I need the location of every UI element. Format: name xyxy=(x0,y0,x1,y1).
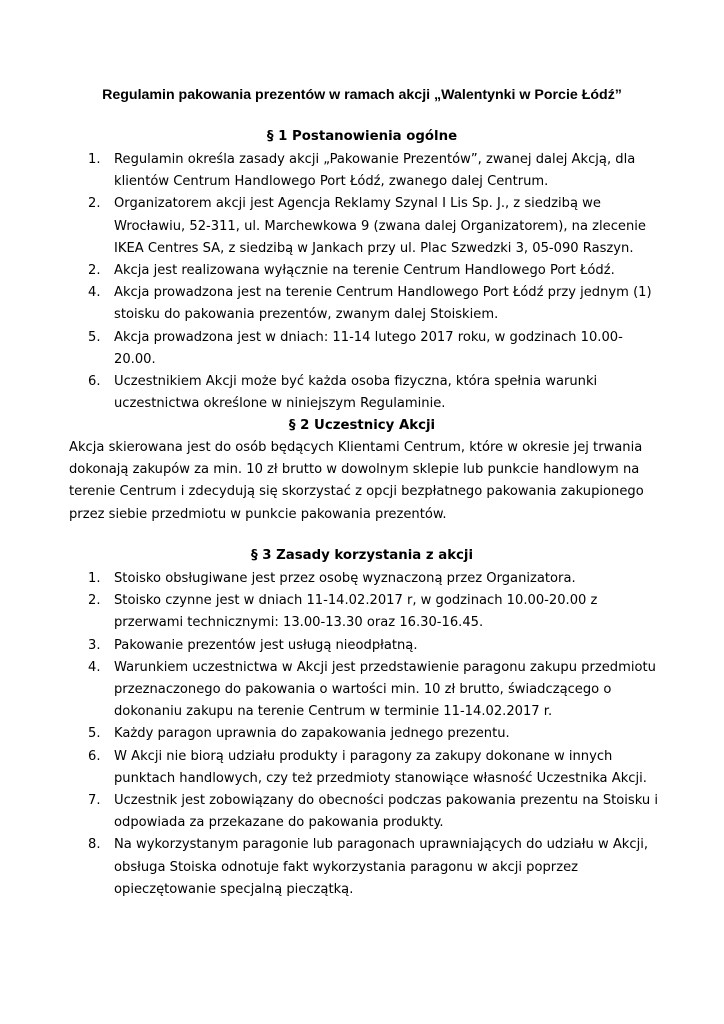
list-item xyxy=(0,149,659,193)
list-item xyxy=(0,746,659,790)
list-item xyxy=(0,657,659,724)
section-1-list xyxy=(0,149,724,415)
item-text: W Akcji nie biorą udziału produkty i paragony za zakupy dokonane w innych punktach handlowych, czy też przedmioty stanowiące własność Uczestnika Akcji. xyxy=(114,748,647,786)
item-text: Warunkiem uczestnictwa w Akcji jest przedstawienie paragonu zakupu przedmiotu przeznaczonego do pakowania o wartości min. 10 zł brutto, świadczącego o dokonaniu zakupu na terenie Centrum w terminie 11-14.02.2017 r. xyxy=(114,659,656,720)
item-number: 7. xyxy=(88,793,101,809)
list-item xyxy=(0,834,659,901)
item-text: Pakowanie prezentów jest usługą nieodpłatną. xyxy=(114,637,418,653)
item-number: 5. xyxy=(88,329,101,345)
list-item xyxy=(0,371,659,415)
list-item xyxy=(0,635,659,657)
item-number: 6. xyxy=(88,748,101,764)
list-item xyxy=(0,568,659,590)
document-title: Regulamin pakowania prezentów w ramach akcji „Walentynki w Porcie Łódź” xyxy=(102,87,622,103)
item-text: Stoisko obsługiwane jest przez osobę wyznaczoną przez Organizatora. xyxy=(114,571,576,586)
item-number: 4. xyxy=(88,285,101,301)
item-text: Każdy paragon uprawnia do zapakowania jednego prezentu. xyxy=(114,726,510,742)
item-text: Uczestnik jest zobowiązany do obecności podczas pakowania prezentu na Stoisku i odpowiada za przekazane do pakowania produkty. xyxy=(114,793,659,831)
section-3-list xyxy=(0,568,724,901)
item-text: Akcja prowadzona jest w dniach: 11-14 lutego 2017 roku, w godzinach 10.00-20.00. xyxy=(114,329,623,367)
item-number: 5. xyxy=(88,726,101,742)
item-text: Organizatorem akcji jest Agencja Reklamy Szynal I Lis Sp. J., z siedzibą we Wrocławiu, 52-311, ul. Marchewkowa 9 (zwana dalej Organizatorem), na zlecenie IKEA Centres SA, z siedzibą w Jankach przy ul. Plac Szwedzki 3, 05-090 Raszyn. xyxy=(114,196,646,256)
list-item xyxy=(0,590,659,634)
list-item xyxy=(0,260,659,282)
item-text: Na wykorzystanym paragonie lub paragonach uprawniających do udziału w Akcji, obsługa Stoiska odnotuje fakt wykorzystania paragonu w akcji poprzez opieczętowanie specjalną pieczątką. xyxy=(114,837,649,897)
item-number: 2. xyxy=(88,263,101,279)
section-3-heading: § 3 Zasady korzystania z akcji xyxy=(250,548,474,563)
item-text: Akcja jest realizowana wyłącznie na terenie Centrum Handlowego Port Łódź. xyxy=(114,263,615,279)
item-number: 4. xyxy=(88,659,101,675)
item-number: 2. xyxy=(88,196,101,212)
item-text: Akcja prowadzona jest na terenie Centrum Handlowego Port Łódź przy jednym (1) stoisku do pakowania prezentów, zwanym dalej Stoiskiem. xyxy=(114,285,652,323)
list-item xyxy=(0,193,659,260)
item-number: 1. xyxy=(88,571,101,586)
item-text: Regulamin określa zasady akcji „Pakowanie Prezentów”, zwanej dalej Akcją, dla klientów Centrum Handlowego Port Łódź, zwanego dalej Centrum. xyxy=(114,152,636,190)
section-2-paragraph: Akcja skierowana jest do osób będących Klientami Centrum, które w okresie jej trwania dokonają zakupów za min. 10 zł brutto w dowolnym sklepie lub punkcie handlowym na terenie Centrum i zdecydują się skorzystać z opcji bezpłatnego pakowania zakupionego przez siebie przedmiotu w punkcie pakowania prezentów. xyxy=(69,440,644,522)
item-number: 2. xyxy=(88,593,101,609)
section-1-heading: § 1 Postanowienia ogólne xyxy=(266,129,458,144)
list-item xyxy=(0,723,659,745)
list-item xyxy=(0,282,659,326)
list-item xyxy=(0,790,659,834)
list-item xyxy=(0,327,659,371)
item-text: Uczestnikiem Akcji może być każda osoba fizyczna, która spełnia warunki uczestnictwa określone w niniejszym Regulaminie. xyxy=(114,374,598,412)
section-2-heading: § 2 Uczestnicy Akcji xyxy=(288,418,436,433)
item-text: Stoisko czynne jest w dniach 11-14.02.2017 r, w godzinach 10.00-20.00 z przerwami technicznymi: 13.00-13.30 oraz 16.30-16.45. xyxy=(114,593,598,631)
item-number: 1. xyxy=(88,152,101,167)
item-number: 8. xyxy=(88,837,101,853)
item-number: 3. xyxy=(88,637,101,653)
item-number: 6. xyxy=(88,374,101,390)
